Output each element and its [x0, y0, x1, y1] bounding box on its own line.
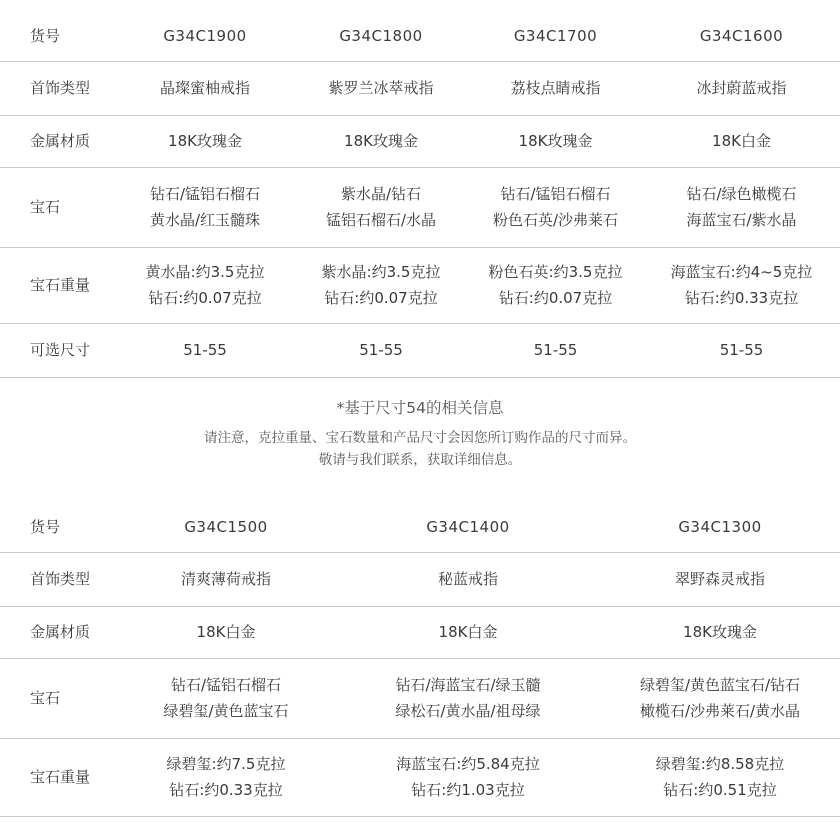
jewelry-type-cell: 紫罗兰冰萃戒指 — [294, 61, 468, 115]
jewelry-type-cell: 翠野森灵戒指 — [600, 552, 840, 606]
item-number-cell: G34C1500 — [116, 502, 336, 552]
row-label: 金属材质 — [0, 115, 116, 167]
gemstone-cell: 钻石/海蓝宝石/绿玉髓 绿松石/黄水晶/祖母绿 — [336, 658, 600, 738]
jewelry-type-cell: 晶璨蜜柚戒指 — [116, 61, 294, 115]
row-label: 首饰类型 — [0, 552, 116, 606]
row-gemstone — [0, 167, 840, 247]
item-number-cell: G34C1400 — [336, 502, 600, 552]
row-label: 货号 — [0, 11, 116, 61]
metal-cell: 18K玫瑰金 — [294, 115, 468, 167]
row-label: 宝石重量 — [0, 247, 116, 323]
gemstone-cell: 钻石/锰铝石榴石 黄水晶/红玉髓珠 — [116, 167, 294, 247]
spec-table-bottom — [0, 502, 840, 817]
row-label: 货号 — [0, 502, 116, 552]
metal-cell: 18K玫瑰金 — [600, 606, 840, 658]
gem-weight-cell: 绿碧玺:约7.5克拉 钻石:约0.33克拉 — [116, 738, 336, 816]
gemstone-cell: 钻石/绿色橄榄石 海蓝宝石/紫水晶 — [643, 167, 840, 247]
note-headline: *基于尺寸54的相关信息 — [336, 399, 504, 417]
jewelry-type-cell: 荔枝点睛戒指 — [468, 61, 643, 115]
row-label: 首饰类型 — [0, 61, 116, 115]
gemstone-cell: 绿碧玺/黄色蓝宝石/钻石 橄榄石/沙弗莱石/黄水晶 — [600, 658, 840, 738]
jewelry-type-cell: 秘蓝戒指 — [336, 552, 600, 606]
gem-weight-cell: 海蓝宝石:约4~5克拉 钻石:约0.33克拉 — [643, 247, 840, 323]
gemstone-cell: 紫水晶/钻石 锰铝石榴石/水晶 — [294, 167, 468, 247]
spec-table-top — [0, 11, 840, 378]
row-label: 宝石重量 — [0, 738, 116, 816]
row-label: 宝石 — [0, 658, 116, 738]
item-number-cell: G34C1600 — [643, 11, 840, 61]
row-label: 宝石 — [0, 167, 116, 247]
size-cell: 51-55 — [294, 323, 468, 377]
size-cell: 51-55 — [116, 323, 294, 377]
row-jewelry-type — [0, 552, 840, 606]
row-item-number — [0, 502, 840, 552]
row-gem-weight — [0, 738, 840, 816]
metal-cell: 18K白金 — [643, 115, 840, 167]
row-metal — [0, 606, 840, 658]
metal-cell: 18K白金 — [336, 606, 600, 658]
item-number-cell: G34C1300 — [600, 502, 840, 552]
gem-weight-cell: 海蓝宝石:约5.84克拉 钻石:约1.03克拉 — [336, 738, 600, 816]
jewelry-type-cell: 冰封蔚蓝戒指 — [643, 61, 840, 115]
size-cell: 51-55 — [643, 323, 840, 377]
row-gemstone — [0, 658, 840, 738]
gemstone-cell: 钻石/锰铝石榴石 绿碧玺/黄色蓝宝石 — [116, 658, 336, 738]
row-label: 金属材质 — [0, 606, 116, 658]
item-number-cell: G34C1700 — [468, 11, 643, 61]
row-gem-weight — [0, 247, 840, 323]
row-sizes — [0, 323, 840, 377]
gem-weight-cell: 绿碧玺:约8.58克拉 钻石:约0.51克拉 — [600, 738, 840, 816]
metal-cell: 18K玫瑰金 — [116, 115, 294, 167]
item-number-cell: G34C1900 — [116, 11, 294, 61]
row-label: 可选尺寸 — [0, 323, 116, 377]
note-contact-text: 敬请与我们联系，获取详细信息。 — [318, 452, 522, 468]
jewelry-type-cell: 清爽薄荷戒指 — [116, 552, 336, 606]
item-number-cell: G34C1800 — [294, 11, 468, 61]
metal-cell: 18K玫瑰金 — [468, 115, 643, 167]
gem-weight-cell: 粉色石英:约3.5克拉 钻石:约0.07克拉 — [468, 247, 643, 323]
row-jewelry-type — [0, 61, 840, 115]
gemstone-cell: 钻石/锰铝石榴石 粉色石英/沙弗莱石 — [468, 167, 643, 247]
size-cell: 51-55 — [468, 323, 643, 377]
gem-weight-cell: 黄水晶:约3.5克拉 钻石:约0.07克拉 — [116, 247, 294, 323]
row-metal — [0, 115, 840, 167]
metal-cell: 18K白金 — [116, 606, 336, 658]
row-item-number — [0, 11, 840, 61]
gem-weight-cell: 紫水晶:约3.5克拉 钻石:约0.07克拉 — [294, 247, 468, 323]
note-text: 请注意，克拉重量、宝石数量和产品尺寸会因您所订购作品的尺寸而异。 — [204, 430, 636, 446]
